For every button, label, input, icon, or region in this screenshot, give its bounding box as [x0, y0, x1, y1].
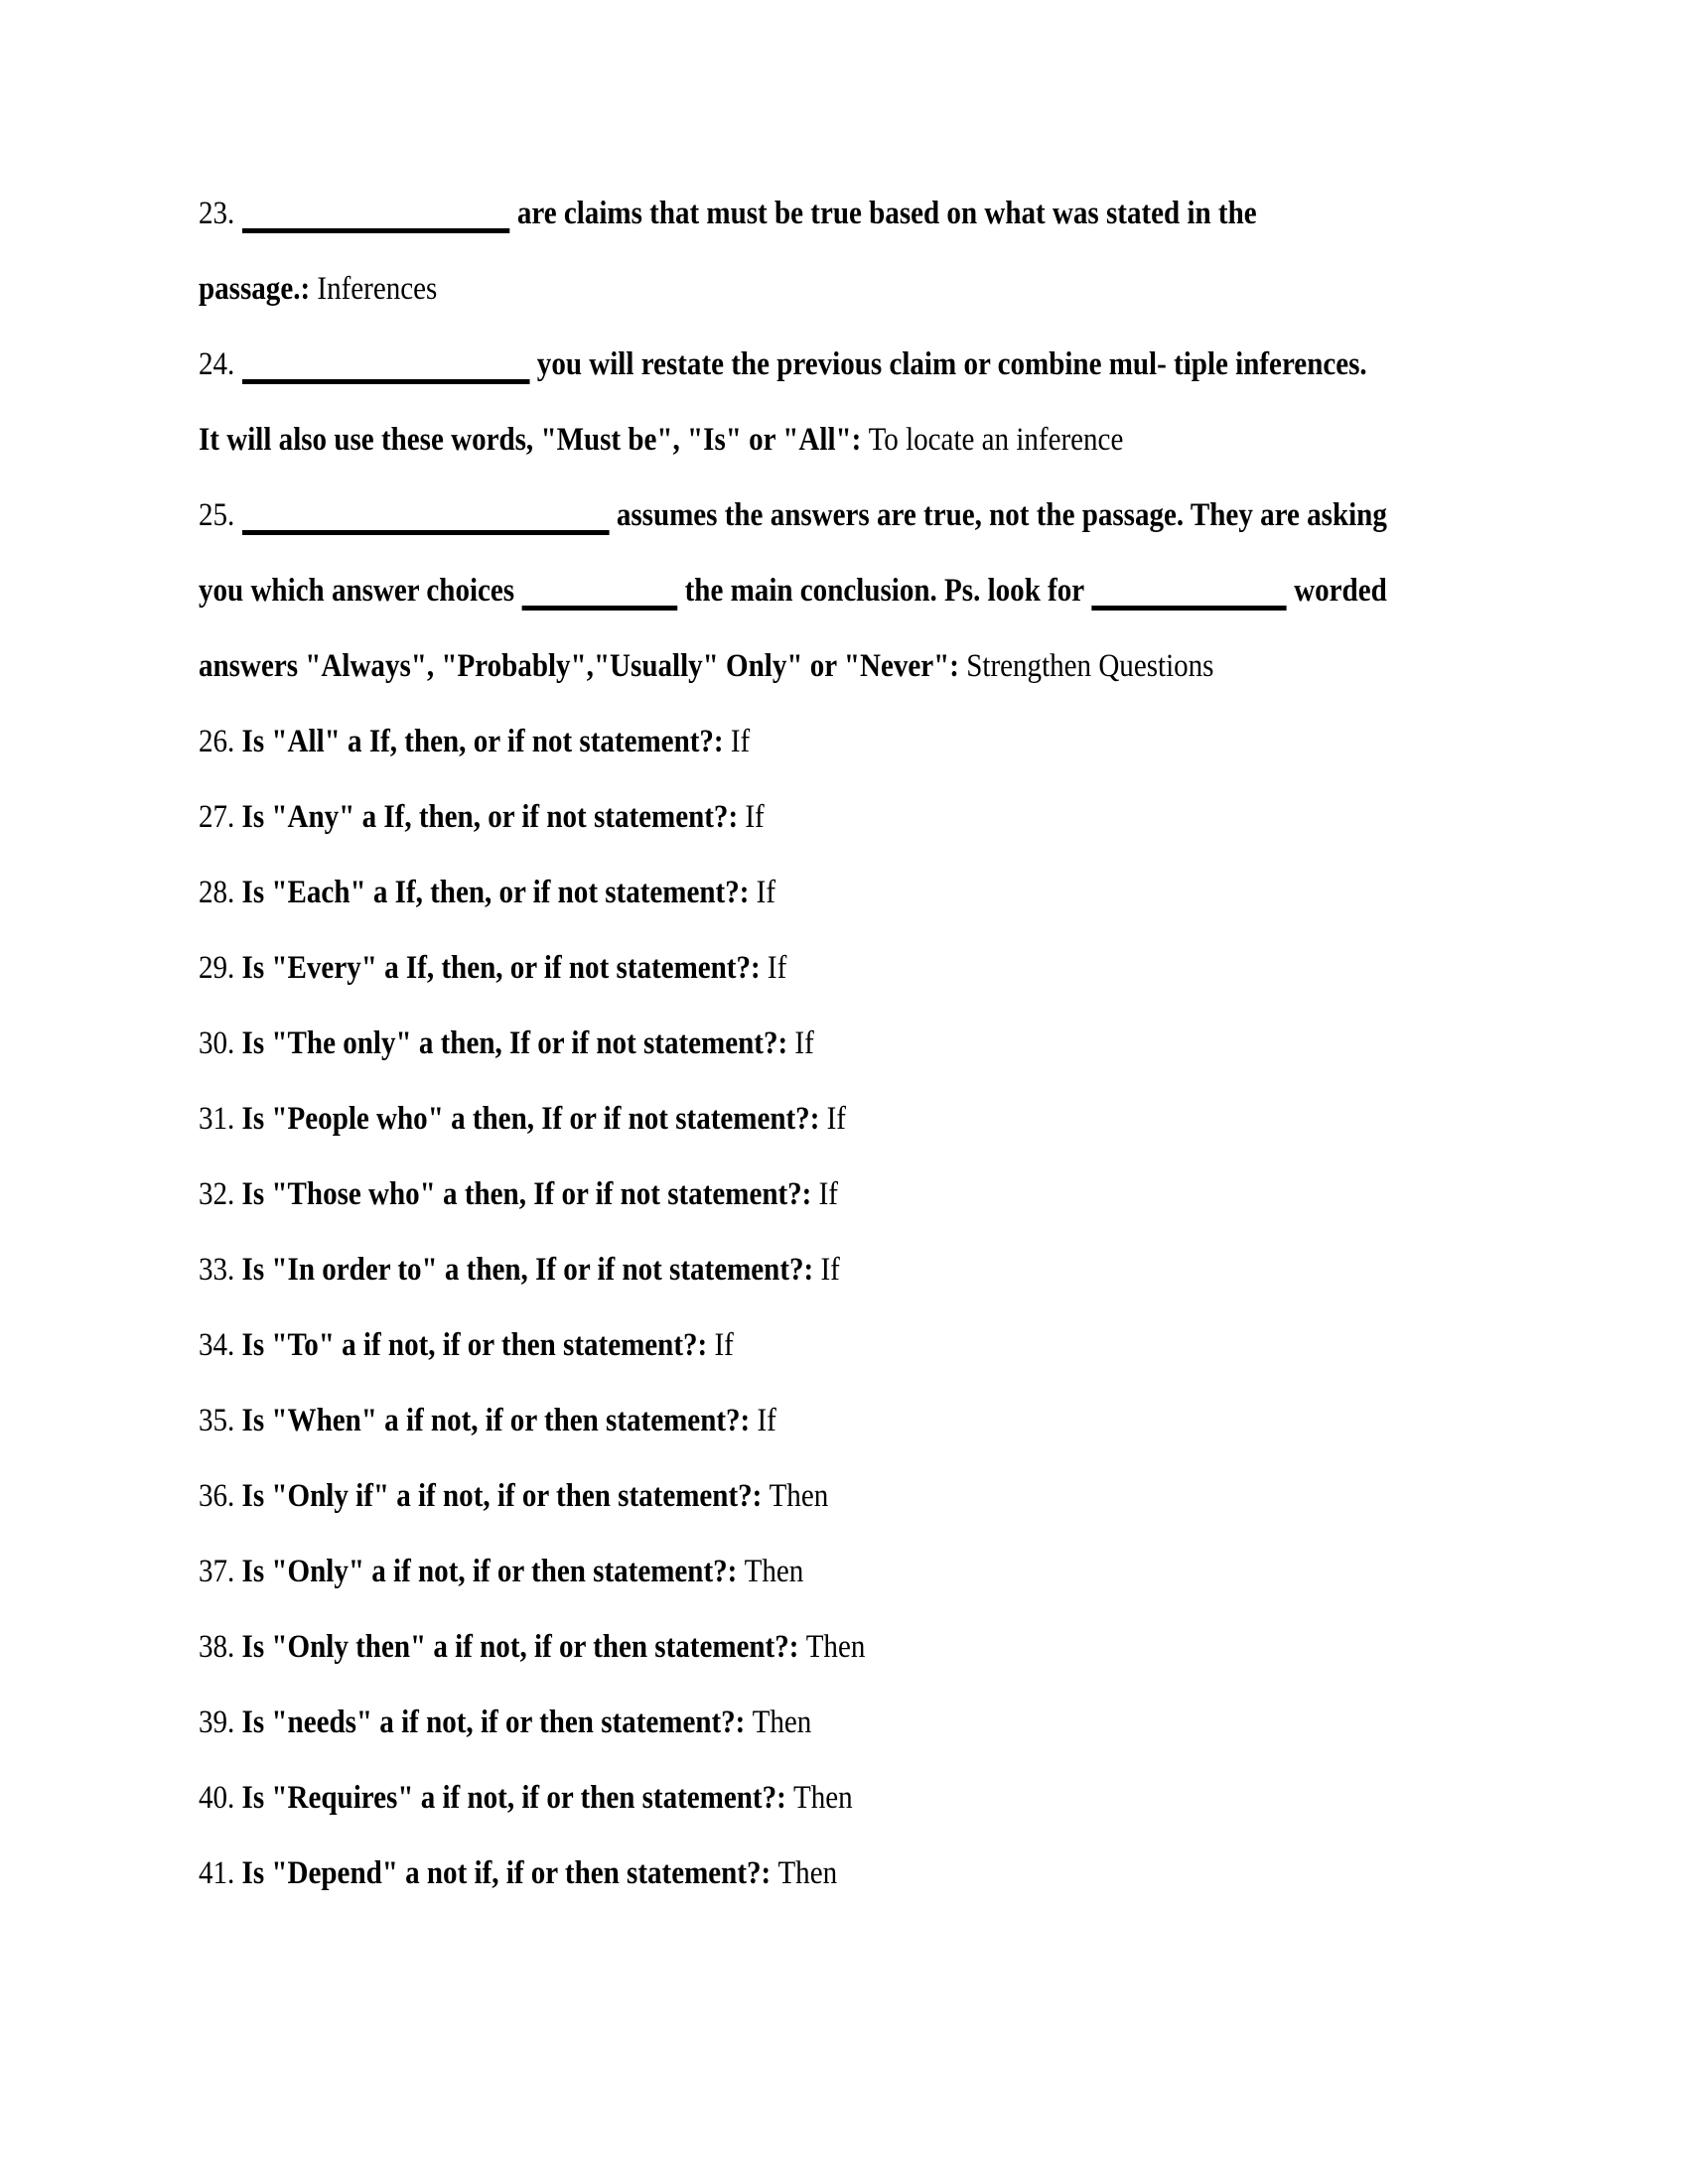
answer-text: Then — [769, 1478, 829, 1514]
document-line — [199, 1836, 1387, 1911]
answer-text: Then — [744, 1554, 804, 1589]
document-line — [199, 1685, 1387, 1760]
answer-text: Inferences — [317, 271, 438, 307]
answer-text: If — [714, 1327, 734, 1363]
fill-in-blank — [242, 223, 510, 233]
fill-in-blank — [1091, 601, 1287, 611]
answer-text: Then — [752, 1705, 812, 1740]
item-number: 29. — [199, 950, 242, 986]
document-line — [199, 1157, 1387, 1232]
document-line — [199, 628, 1387, 704]
question-text: Is "Only then" a if not, if or then statement?: — [241, 1629, 806, 1665]
question-text: are claims that must be true based on what was stated in the — [509, 196, 1257, 231]
answer-text: If — [794, 1025, 814, 1061]
fill-in-blank — [242, 525, 610, 535]
document-line — [199, 176, 1387, 251]
item-number: 39. — [199, 1705, 242, 1740]
question-text: passage.: — [199, 271, 318, 307]
item-number: 35. — [199, 1403, 242, 1438]
question-text: Is "All" a If, then, or if not statement?: — [241, 724, 731, 759]
question-text: Is "Every" a If, then, or if not statement?: — [241, 950, 768, 986]
document-line — [199, 855, 1387, 930]
answer-text: If — [756, 875, 776, 910]
document-content — [199, 176, 1387, 1911]
item-number: 31. — [199, 1101, 242, 1137]
document-line — [199, 1609, 1387, 1685]
answer-text: Then — [793, 1780, 853, 1816]
answer-text: Strengthen Questions — [966, 648, 1214, 684]
item-number: 33. — [199, 1252, 242, 1288]
answer-text: If — [820, 1252, 840, 1288]
question-text: Is "needs" a if not, if or then statement?: — [241, 1705, 753, 1740]
question-text: you will restate the previous claim or combine mul- tiple inferences. — [529, 346, 1367, 382]
question-text: Is "Depend" a not if, if or then statement?: — [241, 1855, 778, 1891]
document-line — [199, 478, 1387, 553]
document-line — [199, 553, 1387, 628]
item-number: 23. — [199, 196, 242, 231]
item-number: 24. — [199, 346, 242, 382]
question-text: assumes the answers are true, not the passage. They are asking — [609, 497, 1387, 533]
answer-text: To locate an inference — [868, 422, 1124, 458]
question-text: Is "Only" a if not, if or then statement?: — [241, 1554, 745, 1589]
question-text: Is "In order to" a then, If or if not statement?: — [241, 1252, 821, 1288]
document-line — [199, 1081, 1387, 1157]
item-number: 38. — [199, 1629, 242, 1665]
document-line — [199, 1006, 1387, 1081]
answer-text: If — [730, 724, 751, 759]
item-number: 36. — [199, 1478, 242, 1514]
question-text: answers "Always", "Probably","Usually" Only" or "Never": — [199, 648, 967, 684]
document-line — [199, 251, 1387, 327]
item-number: 25. — [199, 497, 242, 533]
item-number: 28. — [199, 875, 242, 910]
document-line — [199, 779, 1387, 855]
document-line — [199, 402, 1387, 478]
item-number: 27. — [199, 799, 242, 835]
item-number: 41. — [199, 1855, 242, 1891]
document-line — [199, 1307, 1387, 1383]
question-text: Is "The only" a then, If or if not statement?: — [241, 1025, 795, 1061]
answer-text: Then — [777, 1855, 838, 1891]
item-number: 30. — [199, 1025, 242, 1061]
item-number: 32. — [199, 1176, 242, 1212]
question-text: Is "Only if" a if not, if or then statement?: — [241, 1478, 770, 1514]
question-text: Is "Requires" a if not, if or then statement?: — [241, 1780, 794, 1816]
answer-text: If — [826, 1101, 846, 1137]
item-number: 26. — [199, 724, 242, 759]
question-text: Is "Any" a If, then, or if not statement?: — [241, 799, 746, 835]
answer-text: If — [818, 1176, 838, 1212]
item-number: 34. — [199, 1327, 242, 1363]
document-line — [199, 1232, 1387, 1307]
document-line — [199, 1760, 1387, 1836]
answer-text: If — [745, 799, 765, 835]
question-text: Is "When" a if not, if or then statement?: — [241, 1403, 758, 1438]
answer-text: If — [767, 950, 787, 986]
question-text: Is "To" a if not, if or then statement?: — [241, 1327, 715, 1363]
question-text: Is "People who" a then, If or if not statement?: — [241, 1101, 827, 1137]
document-line — [199, 327, 1387, 402]
item-number: 37. — [199, 1554, 242, 1589]
question-text: Is "Each" a If, then, or if not statement?: — [241, 875, 757, 910]
document-line — [199, 1383, 1387, 1458]
fill-in-blank — [521, 601, 677, 611]
question-text: Is "Those who" a then, If or if not statement?: — [241, 1176, 819, 1212]
document-line — [199, 1534, 1387, 1609]
document-line — [199, 704, 1387, 779]
answer-text: If — [757, 1403, 776, 1438]
question-text: worded — [1286, 573, 1387, 609]
question-text: you which answer choices — [199, 573, 522, 609]
question-text: It will also use these words, "Must be", "Is" or "All": — [199, 422, 869, 458]
fill-in-blank — [242, 374, 530, 384]
document-line — [199, 930, 1387, 1006]
question-text: the main conclusion. Ps. look for — [677, 573, 1091, 609]
answer-text: Then — [805, 1629, 866, 1665]
document-line — [199, 1458, 1387, 1534]
item-number: 40. — [199, 1780, 242, 1816]
